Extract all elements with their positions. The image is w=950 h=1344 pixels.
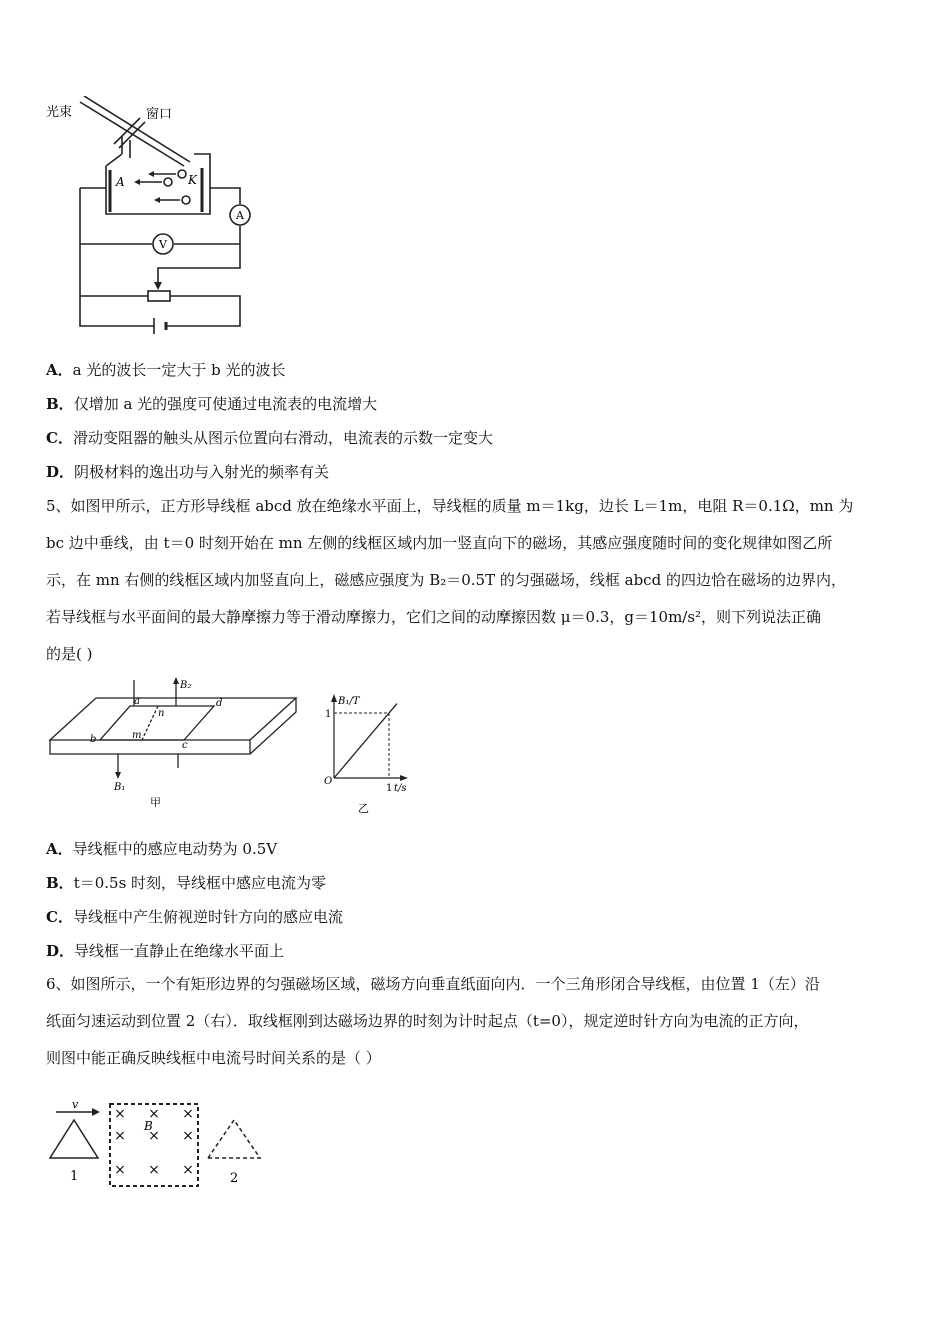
q5-option-d: D．导线框一直静止在绝缘水平面上 (46, 942, 285, 960)
series-line-b1 (334, 704, 397, 778)
q5-option-b: B．t＝0.5s 时刻，导线框中感应电流为零 (46, 874, 327, 892)
origin-label: O (324, 776, 333, 787)
electron-2 (164, 178, 172, 186)
field-cross: × (182, 1128, 194, 1144)
corner-b-label: b (90, 734, 97, 745)
photoelectric-circuit-figure (44, 96, 264, 346)
b1-label: B₁ (114, 782, 126, 793)
field-cross: × (182, 1162, 194, 1178)
q6-figure (44, 1100, 274, 1192)
rheostat (148, 291, 170, 301)
x-tick-label: 1 (386, 783, 393, 794)
fig-yi-caption: 乙 (358, 802, 369, 814)
anode-label: A (116, 175, 125, 189)
mn-line (142, 706, 158, 740)
field-cross: × (148, 1162, 160, 1178)
corner-a-label: a (134, 696, 140, 707)
q5-line-5: 的是( ) (46, 645, 93, 663)
triangle-position-1 (50, 1120, 98, 1158)
q5-line-4: 若导线框与水平面间的最大静摩擦力等于滑动摩擦力，它们之间的动摩擦因数 μ＝0.3，g＝10m/s²，则下列说法正确 (46, 608, 822, 626)
field-cross: × (114, 1128, 126, 1144)
q6-line-3: 则图中能正确反映线框中电流号时间关系的是（ ） (46, 1049, 381, 1067)
plane-top (50, 698, 296, 740)
q6-stem (46, 966, 906, 1077)
b2-label: B₂ (180, 680, 192, 691)
velocity-label: v (72, 1100, 79, 1111)
q6-line-1: 6、如图所示，一个有矩形边界的匀强磁场区域，磁场方向垂直纸面向内．一个三角形闭合导线框，由位置 1（左）沿 (46, 975, 820, 993)
field-cross: × (148, 1128, 160, 1144)
q5-figure-yi-chart (318, 688, 418, 814)
field-cross: × (148, 1106, 160, 1122)
electron-1 (178, 170, 186, 178)
q5-option-a: A．导线框中的感应电动势为 0.5V (46, 840, 278, 858)
q5-option-c: C．导线框中产生俯视逆时针方向的感应电流 (46, 908, 343, 926)
field-cross: × (114, 1106, 126, 1122)
position-1-label: 1 (70, 1169, 79, 1184)
y-tick-label: 1 (325, 709, 332, 720)
q4-option-d: D．阴极材料的逸出功与入射光的频率有关 (46, 463, 330, 481)
point-m-label: m (132, 730, 142, 741)
field-cross: × (114, 1162, 126, 1178)
corner-d-label: d (216, 698, 223, 709)
q4-option-b: B．仅增加 a 光的强度可使通过电流表的电流增大 (46, 395, 378, 413)
q4-option-a: A．a 光的波长一定大于 b 光的波长 (46, 361, 286, 379)
position-2-label: 2 (230, 1171, 239, 1186)
ammeter-label: A (236, 209, 244, 222)
triangle-position-2 (208, 1120, 260, 1158)
point-n-label: n (158, 708, 165, 719)
q5-stem (46, 488, 906, 673)
field-cross: × (182, 1106, 194, 1122)
field-b-label: B (144, 1119, 153, 1133)
voltmeter-label: V (159, 238, 167, 251)
q4-option-c: C．滑动变阻器的触头从图示位置向右滑动，电流表的示数一定变大 (46, 429, 493, 447)
q5-line-2: bc 边中垂线，由 t＝0 时刻开始在 mn 左侧的线框区域内加一竖直向下的磁场，其感应强度随时间的变化规律如图乙所 (46, 534, 833, 552)
q5-line-1: 5、如图甲所示，正方形导线框 abcd 放在绝缘水平面上，导线框的质量 m＝1kg，边长 L＝1m，电阻 R＝0.1Ω，mn 为 (46, 497, 854, 515)
fig-jia-caption: 甲 (150, 796, 161, 809)
cathode-label: K (188, 173, 197, 187)
y-axis-arrow (331, 694, 337, 702)
q6-line-2: 纸面匀速运动到位置 2（右）．取线框刚到达磁场边界的时刻为计时起点（t=0），规定逆时针方向为电流的正方向， (46, 1012, 809, 1030)
wire-frame (100, 706, 214, 740)
y-axis-label: B₁/T (338, 696, 360, 707)
x-axis-label: t/s (394, 783, 407, 794)
x-axis-arrow (400, 775, 408, 781)
electron-3 (182, 196, 190, 204)
q5-line-3: 示，在 mn 右侧的线框区域内加竖直向上，磁感应强度为 B₂＝0.5T 的匀强磁场，线框 abcd 的四边恰在磁场的边界内， (46, 571, 846, 589)
window-label: 窗口 (146, 107, 173, 122)
light-beam-label: 光束 (46, 105, 73, 120)
q5-figure-jia (46, 676, 306, 816)
corner-c-label: c (182, 740, 188, 751)
